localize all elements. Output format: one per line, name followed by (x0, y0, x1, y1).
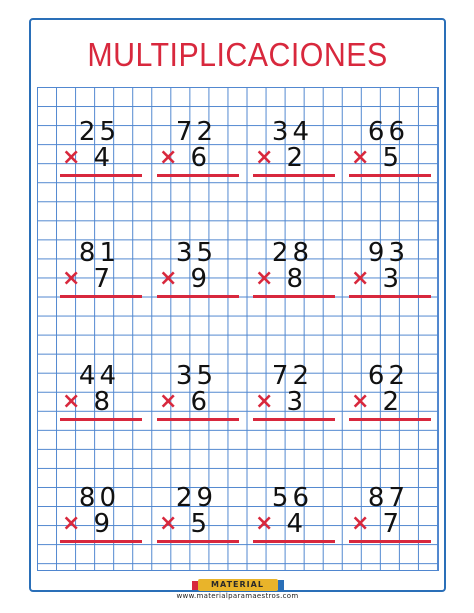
problem-1 (58, 119, 148, 189)
multiplicand: 80 (78, 483, 120, 513)
brand-logo (198, 579, 278, 591)
problem-11 (251, 363, 341, 433)
times-sign: × (62, 145, 81, 170)
problem-12 (347, 363, 437, 433)
multiplier: 7 (382, 509, 399, 539)
answer-line (157, 174, 239, 177)
times-sign: × (351, 511, 370, 536)
problem-7 (251, 240, 341, 310)
footer (31, 572, 444, 600)
problem-10 (155, 363, 245, 433)
multiplicand: 72 (271, 361, 313, 391)
multiplicand: 25 (78, 117, 120, 147)
multiplier: 5 (382, 143, 399, 173)
multiplicand: 81 (78, 238, 120, 268)
times-sign: × (62, 389, 81, 414)
problem-16 (347, 485, 437, 555)
multiplicand: 28 (271, 238, 313, 268)
answer-line (60, 174, 142, 177)
answer-line (253, 540, 335, 543)
answer-line (60, 418, 142, 421)
worksheet (29, 18, 446, 600)
grid-paper (37, 87, 439, 571)
multiplier: 5 (190, 509, 207, 539)
answer-line (349, 540, 431, 543)
problem-2 (155, 119, 245, 189)
times-sign: × (159, 511, 178, 536)
times-sign: × (159, 266, 178, 291)
multiplier: 7 (93, 264, 110, 294)
multiplicand: 56 (271, 483, 313, 513)
answer-line (60, 540, 142, 543)
answer-line (349, 295, 431, 298)
multiplicand: 93 (367, 238, 409, 268)
answer-line (157, 418, 239, 421)
multiplicand: 34 (271, 117, 313, 147)
answer-line (349, 174, 431, 177)
multiplicand: 35 (175, 361, 217, 391)
logo-book-blue-icon (278, 580, 284, 590)
multiplier: 3 (286, 387, 303, 417)
multiplier: 4 (93, 143, 110, 173)
times-sign: × (255, 145, 274, 170)
problem-6 (155, 240, 245, 310)
problem-8 (347, 240, 437, 310)
multiplier: 8 (286, 264, 303, 294)
times-sign: × (159, 145, 178, 170)
multiplicand: 29 (175, 483, 217, 513)
problem-14 (155, 485, 245, 555)
answer-line (157, 295, 239, 298)
multiplicand: 66 (367, 117, 409, 147)
problem-15 (251, 485, 341, 555)
multiplicand: 62 (367, 361, 409, 391)
multiplier: 8 (93, 387, 110, 417)
answer-line (157, 540, 239, 543)
answer-line (253, 418, 335, 421)
times-sign: × (255, 389, 274, 414)
times-sign: × (159, 389, 178, 414)
multiplier: 9 (93, 509, 110, 539)
multiplicand: 35 (175, 238, 217, 268)
times-sign: × (351, 266, 370, 291)
problem-9 (58, 363, 148, 433)
times-sign: × (62, 511, 81, 536)
answer-line (253, 174, 335, 177)
answer-line (349, 418, 431, 421)
multiplier: 4 (286, 509, 303, 539)
multiplier: 6 (190, 387, 207, 417)
problem-13 (58, 485, 148, 555)
times-sign: × (255, 511, 274, 536)
multiplicand: 44 (78, 361, 120, 391)
logo-book-red-icon (192, 581, 198, 590)
problem-4 (347, 119, 437, 189)
problem-3 (251, 119, 341, 189)
times-sign: × (255, 266, 274, 291)
logo-text: MATERIAL (211, 580, 264, 589)
times-sign: × (351, 389, 370, 414)
answer-line (253, 295, 335, 298)
multiplier: 3 (382, 264, 399, 294)
multiplier: 6 (190, 143, 207, 173)
multiplier: 9 (190, 264, 207, 294)
answer-line (60, 295, 142, 298)
multiplier: 2 (382, 387, 399, 417)
multiplicand: 72 (175, 117, 217, 147)
website-link[interactable]: www.materialparamaestros.com (176, 592, 299, 600)
multiplier: 2 (286, 143, 303, 173)
multiplicand: 87 (367, 483, 409, 513)
times-sign: × (351, 145, 370, 170)
page-title: MULTIPLICACIONES (87, 36, 388, 73)
problem-5 (58, 240, 148, 310)
times-sign: × (62, 266, 81, 291)
